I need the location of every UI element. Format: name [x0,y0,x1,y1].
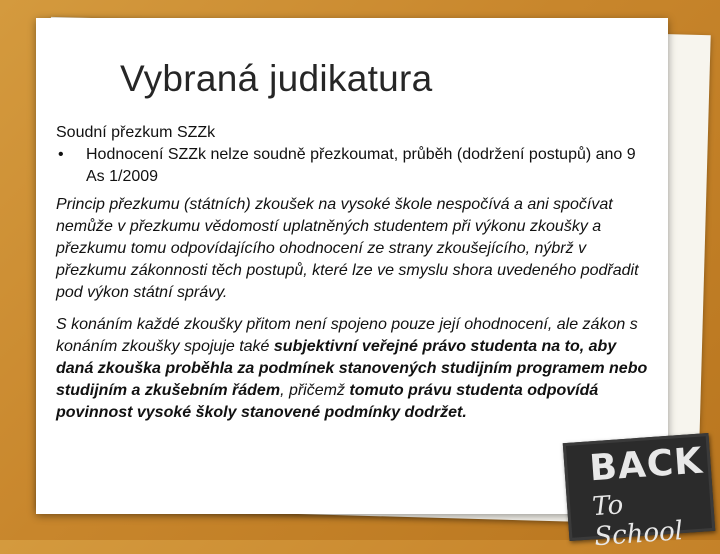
bullet-icon: • [58,146,64,163]
section-heading: Soudní přezkum SZZk [56,124,216,141]
bullet-item [56,144,656,188]
paragraph-rights-text-1: S konáním každé zkoušky přitom není spojeno pouze její ohodnocení, ale zákon s konáním zkoušky spojuje také [56,316,638,355]
paragraph-principle: Princip přezkumu (státních) zkoušek na vysoké škole nespočívá a ani spočívat nemůže v přezkumu vědomostí uplatněných studentem při výkonu zkoušky a přezkumu tomu odpovídajícího ohodnocení ze strany zkoušejícího, nýbrž v přezkumu zákonnosti těch postupů, které lze ve smyslu shora uvedeného podřadit pod výkon státní správy. [56,196,639,301]
slide-content [56,122,656,434]
paragraph-rights-bold-2: tomuto právu studenta odpovídá povinnost vysoké školy stanovené podmínky dodržet. [56,382,599,421]
sign-text-to-school: To School [591,490,684,553]
paragraph-rights [56,314,656,424]
back-to-school-sign [563,433,715,553]
bullet-text: Hodnocení SZZk nelze soudně přezkoumat, průběh (dodržení postupů) ano 9 As 1/2009 [86,146,636,185]
sign-text-back: BACK [588,440,705,490]
paragraph-rights-text-2: , přičemž [280,382,350,399]
paragraph-rights-bold-1: subjektivní veřejné právo studenta na to, aby daná zkouška proběhla za podmínek stanovených studijním programem nebo studijním a zkušebním řádem [56,338,648,399]
slide-title: Vybraná judikatura [120,58,433,99]
